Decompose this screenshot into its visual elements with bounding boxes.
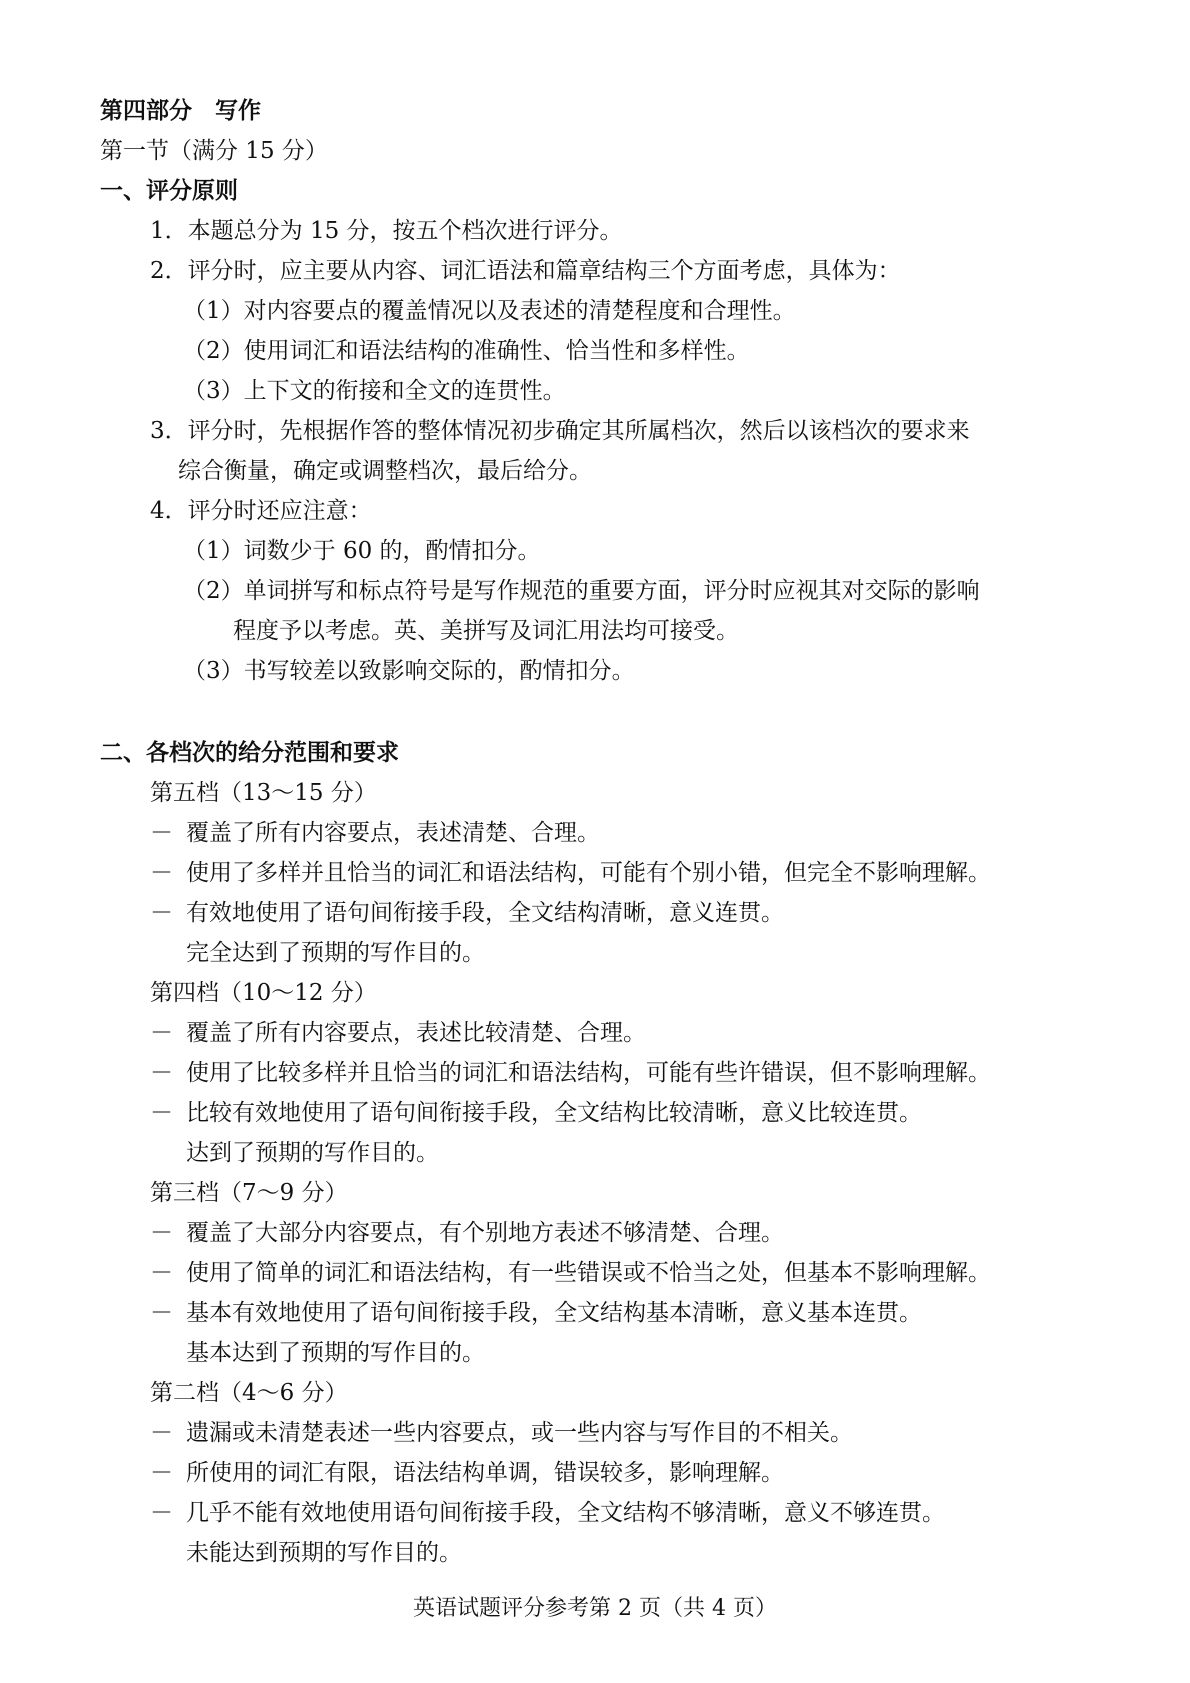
level-point: － 有效地使用了语句间衔接手段，全文结构清晰，意义连贯。: [150, 900, 784, 926]
dash-mark: －: [150, 860, 173, 886]
principle-item: 4．评分时还应注意：: [150, 498, 372, 524]
section-title: 第四部分 写作: [100, 98, 261, 124]
level-conclusion: 完全达到了预期的写作目的。: [186, 940, 485, 966]
subsection-title: 第一节（满分 15 分）: [100, 138, 328, 164]
level-title: 第二档（4～6 分）: [150, 1380, 348, 1406]
level-title: 第四档（10～12 分）: [150, 980, 377, 1006]
principles-heading: 一、评分原则: [100, 178, 238, 204]
principle-item-continued: 综合衡量，确定或调整档次，最后给分。: [178, 458, 592, 484]
level-point: － 几乎不能有效地使用语句间衔接手段，全文结构不够清晰，意义不够连贯。: [150, 1500, 945, 1526]
dash-mark: －: [150, 1220, 173, 1246]
principle-subitem: （2）使用词汇和语法结构的准确性、恰当性和多样性。: [183, 338, 750, 364]
dash-mark: －: [150, 1300, 173, 1326]
level-point: － 使用了简单的词汇和语法结构，有一些错误或不恰当之处，但基本不影响理解。: [150, 1260, 991, 1286]
dash-mark: －: [150, 1060, 173, 1086]
level-point: － 使用了多样并且恰当的词汇和语法结构，可能有个别小错，但完全不影响理解。: [150, 860, 991, 886]
principle-subitem-continued: 程度予以考虑。英、美拼写及词汇用法均可接受。: [233, 618, 739, 644]
page-footer: 英语试题评分参考第 2 页（共 4 页）: [413, 1596, 777, 1621]
principle-item: 2．评分时，应主要从内容、词汇语法和篇章结构三个方面考虑，具体为：: [150, 258, 901, 284]
dash-mark: －: [150, 1020, 173, 1046]
level-point: － 覆盖了所有内容要点，表述清楚、合理。: [150, 820, 600, 846]
principle-item: 1．本题总分为 15 分，按五个档次进行评分。: [150, 218, 623, 244]
principle-subitem: （3）书写较差以致影响交际的，酌情扣分。: [183, 658, 635, 684]
level-point: － 遗漏或未清楚表述一些内容要点，或一些内容与写作目的不相关。: [150, 1420, 853, 1446]
levels-heading: 二、各档次的给分范围和要求: [100, 740, 399, 766]
dash-mark: －: [150, 1100, 173, 1126]
level-conclusion: 未能达到预期的写作目的。: [186, 1540, 462, 1566]
principle-subitem: （2）单词拼写和标点符号是写作规范的重要方面，评分时应视其对交际的影响: [183, 578, 980, 604]
level-title: 第三档（7～9 分）: [150, 1180, 348, 1206]
dash-mark: －: [150, 1460, 173, 1486]
dash-mark: －: [150, 1260, 173, 1286]
dash-mark: －: [150, 1420, 173, 1446]
level-point: － 使用了比较多样并且恰当的词汇和语法结构，可能有些许错误，但不影响理解。: [150, 1060, 991, 1086]
dash-mark: －: [150, 900, 173, 926]
principle-subitem: （1）词数少于 60 的，酌情扣分。: [183, 538, 541, 564]
level-title: 第五档（13～15 分）: [150, 780, 377, 806]
level-point: － 比较有效地使用了语句间衔接手段，全文结构比较清晰，意义比较连贯。: [150, 1100, 922, 1126]
level-point: － 覆盖了大部分内容要点，有个别地方表述不够清楚、合理。: [150, 1220, 784, 1246]
principle-subitem: （1）对内容要点的覆盖情况以及表述的清楚程度和合理性。: [183, 298, 796, 324]
principle-subitem: （3）上下文的衔接和全文的连贯性。: [183, 378, 566, 404]
dash-mark: －: [150, 1500, 173, 1526]
level-conclusion: 基本达到了预期的写作目的。: [186, 1340, 485, 1366]
principle-item: 3．评分时，先根据作答的整体情况初步确定其所属档次，然后以该档次的要求来: [150, 418, 970, 444]
dash-mark: －: [150, 820, 173, 846]
level-point: － 覆盖了所有内容要点，表述比较清楚、合理。: [150, 1020, 646, 1046]
level-point: － 基本有效地使用了语句间衔接手段，全文结构基本清晰，意义基本连贯。: [150, 1300, 922, 1326]
level-point: － 所使用的词汇有限，语法结构单调，错误较多，影响理解。: [150, 1460, 784, 1486]
level-conclusion: 达到了预期的写作目的。: [186, 1140, 439, 1166]
